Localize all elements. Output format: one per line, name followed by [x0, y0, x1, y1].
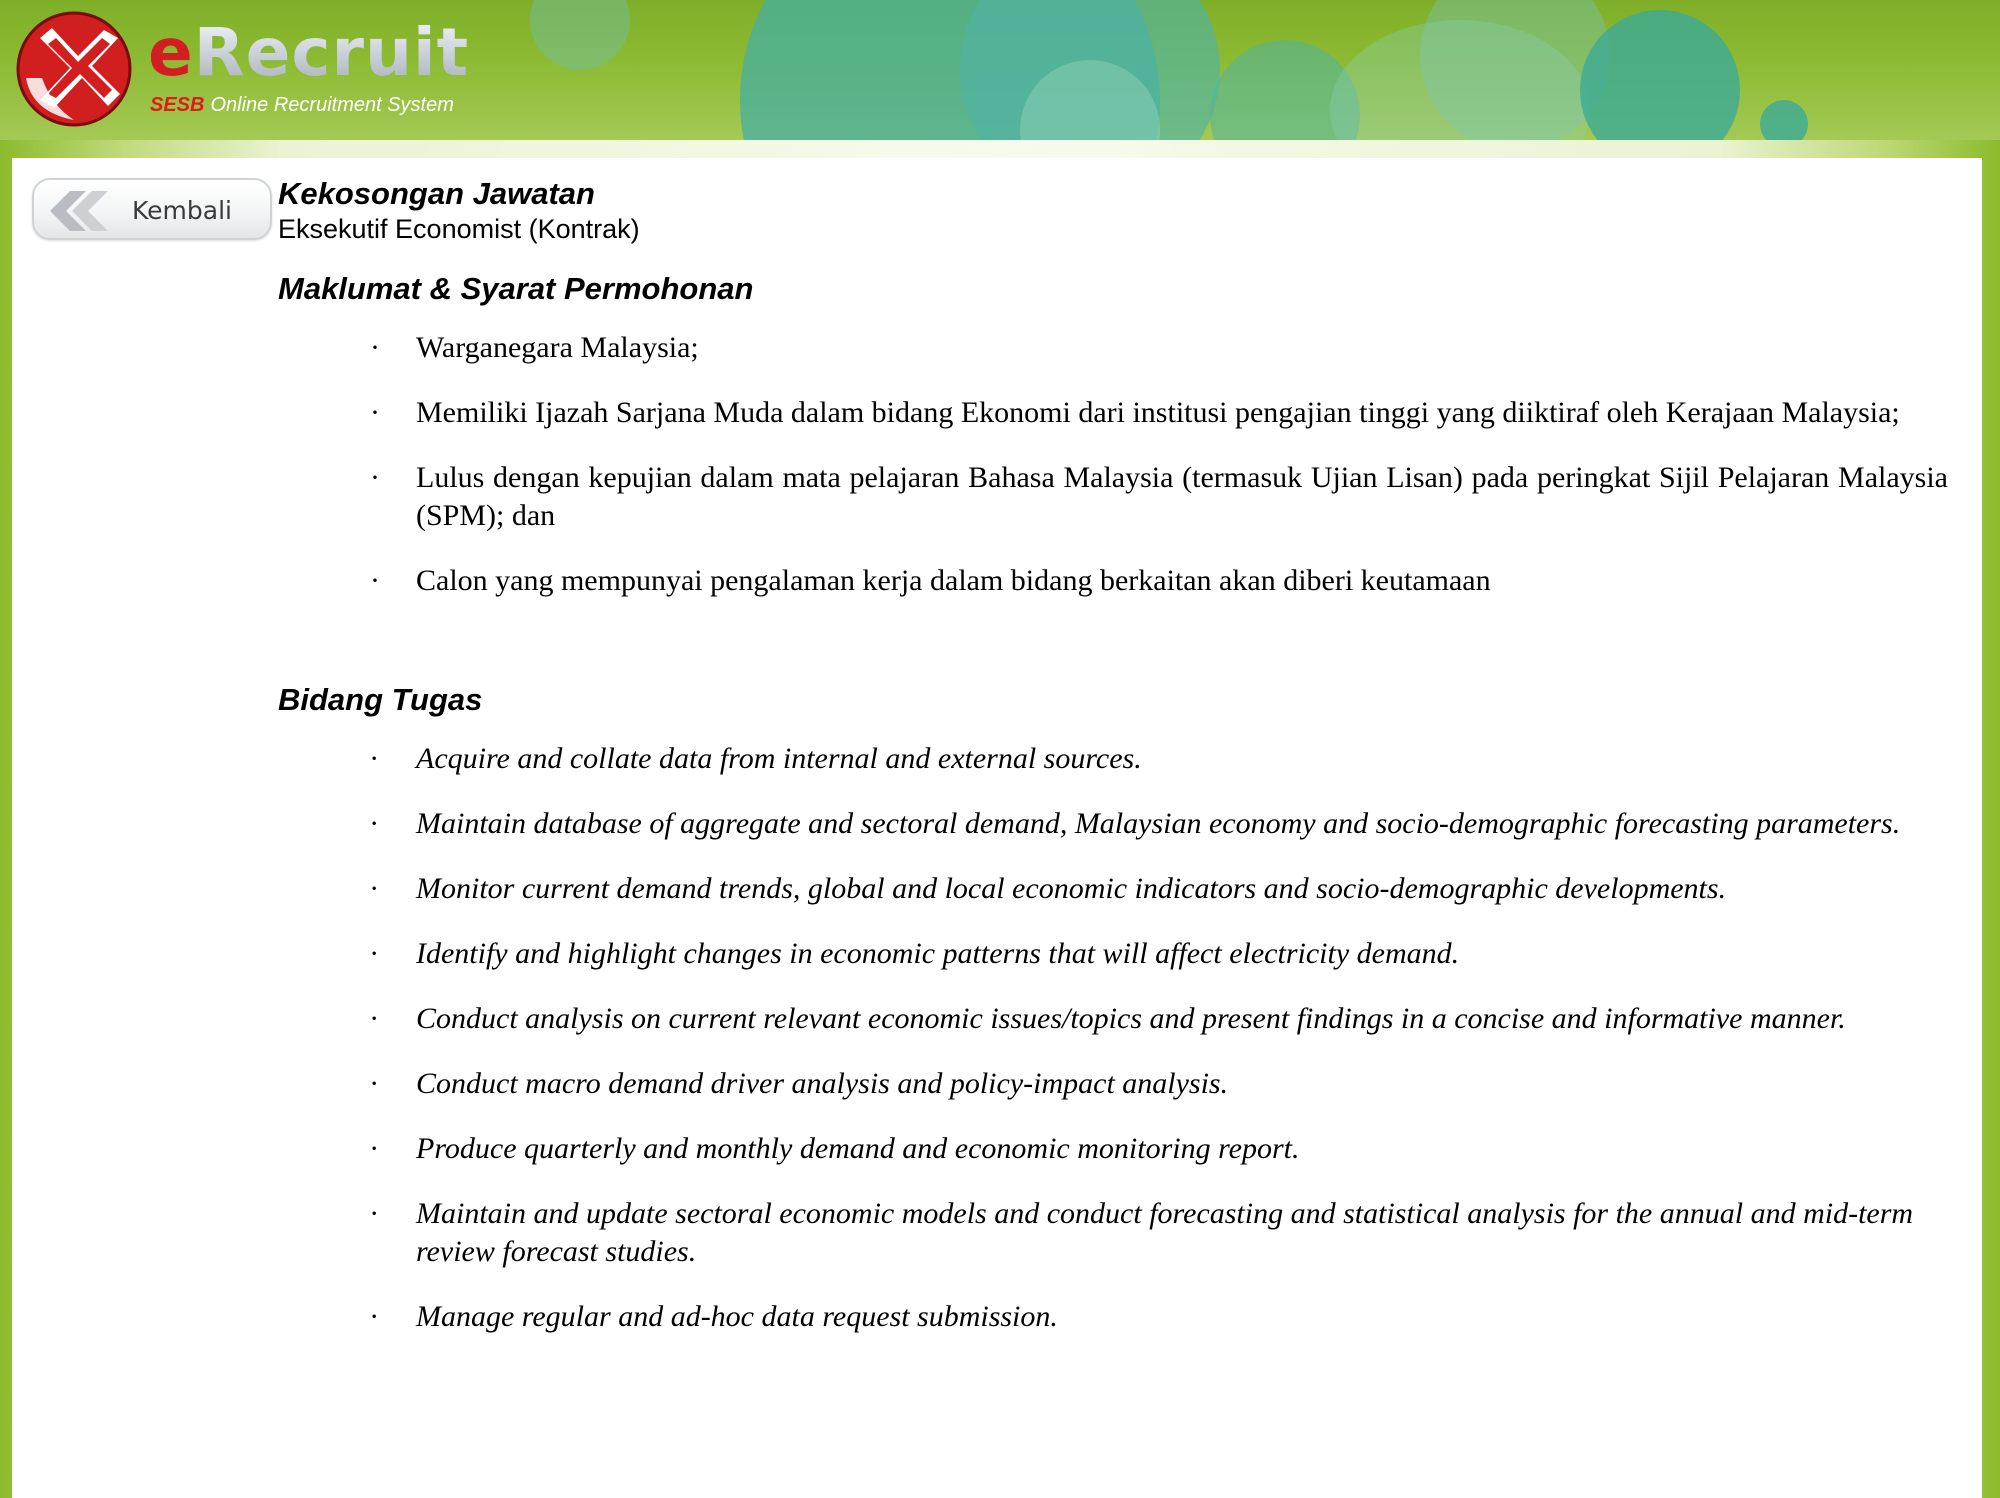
back-button[interactable]: [32, 178, 272, 240]
list-item: · Maintain database of aggregate and sectoral demand, Malaysian economy and socio-demographic forecasting parameters.: [370, 806, 1901, 840]
duties-heading: Bidang Tugas: [278, 681, 483, 717]
list-item: · Acquire and collate data from internal and external sources.: [370, 741, 1142, 775]
list-item: · Monitor current demand trends, global and local economic indicators and socio-demographic developments.: [370, 871, 1727, 905]
list-item: · Conduct macro demand driver analysis and policy-impact analysis.: [370, 1066, 1229, 1100]
list-item: · Maintain and update sectoral economic models and conduct forecasting and statistical analysis for the annual and mid-term review forecast studies.: [370, 1196, 1914, 1268]
list-item: · Conduct analysis on current relevant economic issues/topics and present findings in a concise and informative manner.: [370, 1001, 1846, 1035]
erecruit-logo[interactable]: [12, 8, 512, 130]
job-details: [278, 176, 1978, 1363]
job-title: Eksekutif Economist (Kontrak): [278, 213, 640, 244]
decorative-bubble: [1760, 100, 1808, 140]
page-title: Kekosongan Jawatan: [278, 176, 595, 211]
list-item: · Produce quarterly and monthly demand and economic monitoring report.: [370, 1131, 1300, 1165]
list-item: · Warganegara Malaysia;: [370, 330, 699, 364]
list-item: · Memiliki Ijazah Sarjana Muda dalam bidang Ekonomi dari institusi pengajian tinggi yang diiktiraf oleh Kerajaan Malaysia;: [370, 395, 1900, 429]
list-item: · Calon yang mempunyai pengalaman kerja dalam bidang berkaitan akan diberi keutamaan: [370, 563, 1491, 597]
duties-list: [278, 740, 1978, 1336]
logo-subtitle: SESB Online Recruitment System: [150, 94, 454, 116]
double-chevron-left-icon: [48, 191, 120, 231]
decorative-bubble: [530, 0, 630, 70]
list-item: · Manage regular and ad-hoc data request submission.: [370, 1299, 1058, 1333]
sesb-logo-icon: [12, 8, 142, 130]
logo-title: eRecruit: [148, 14, 470, 91]
header-banner: [0, 0, 2000, 140]
list-item: · Lulus dengan kepujian dalam mata pelajaran Bahasa Malaysia (termasuk Ujian Lisan) pada peringkat Sijil Pelajaran Malaysia (SPM); dan: [370, 460, 1948, 532]
list-item: · Identify and highlight changes in economic patterns that will affect electricity demand.: [370, 936, 1460, 970]
requirements-list: [278, 329, 1978, 600]
back-button-label: Kembali: [132, 196, 232, 225]
main-content-panel: [12, 158, 1982, 1498]
requirements-heading: Maklumat & Syarat Permohonan: [278, 270, 754, 306]
